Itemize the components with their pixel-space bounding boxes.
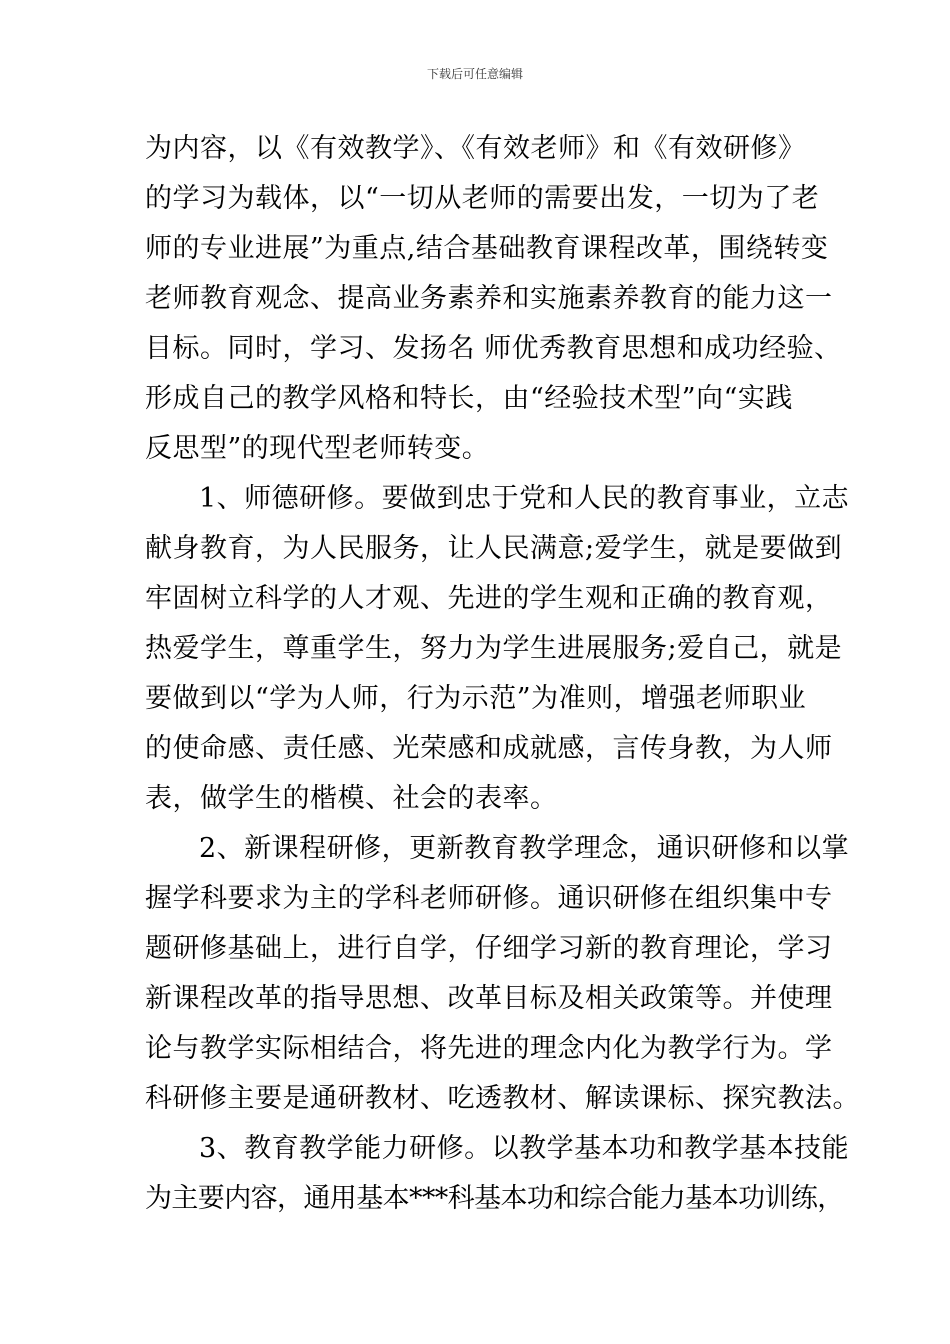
paragraph-line: 为内容，以《有效教学》、《有效老师》和《有效研修》 <box>145 133 806 164</box>
paragraph-line: 新课程改革的指导思想、改革目标及相关政策等。并使理 <box>145 983 833 1014</box>
section-2-first-line: 2、新课程研修，更新教育教学理念，通识研修和以掌 <box>199 833 850 864</box>
paragraph-line: 的使命感、责任感、光荣感和成就感，言传身教，为人师 <box>145 733 833 764</box>
paragraph-line: 形成自己的教学风格和特长，由“经验技术型”向“实践 <box>145 383 793 414</box>
paragraph-line: 的学习为载体，以“一切从老师的需要出发，一切为了老 <box>145 183 820 214</box>
paragraph-line: 题研修基础上，进行自学，仔细学习新的教育理论，学习 <box>145 933 833 964</box>
paragraph-line: 牢固树立科学的人才观、先进的学生观和正确的教育观， <box>145 583 833 614</box>
paragraph-line: 目标。同时，学习、发扬名 师优秀教育思想和成功经验、 <box>145 333 842 364</box>
paragraph-line: 论与教学实际相结合，将先进的理念内化为教学行为。学 <box>145 1033 833 1064</box>
paragraph-line: 热爱学生，尊重学生，努力为学生进展服务;爱自己，就是 <box>145 633 843 664</box>
paragraph-line: 反思型”的现代型老师转变。 <box>145 433 490 464</box>
paragraph-line: 要做到以“学为人师，行为示范”为准则，增强老师职业 <box>145 683 807 714</box>
paragraph-line: 献身教育，为人民服务，让人民满意;爱学生，就是要做到 <box>145 533 843 564</box>
section-1-first-line: 1、师德研修。要做到忠于党和人民的教育事业，立志 <box>199 483 850 514</box>
paragraph-line: 老师教育观念、提高业务素养和实施素养教育的能力这一 <box>145 283 833 314</box>
paragraph-line: 师的专业进展”为重点,结合基础教育课程改革，围绕转变 <box>145 233 829 264</box>
paragraph-line: 表，做学生的楷模、社会的表率。 <box>145 783 558 814</box>
section-3-first-line: 3、教育教学能力研修。以教学基本功和教学基本技能 <box>199 1133 850 1164</box>
paragraph-line: 科研修主要是通研教材、吃透教材、解读课标、探究教法。 <box>145 1083 860 1114</box>
paragraph-line: 握学科要求为主的学科老师研修。通识研修在组织集中专 <box>145 883 833 914</box>
paragraph-line: 为主要内容，通用基本***科基本功和综合能力基本功训练， <box>145 1183 844 1214</box>
document-body <box>145 124 860 1224</box>
page-header-note: 下载后可任意编辑 <box>426 67 523 81</box>
